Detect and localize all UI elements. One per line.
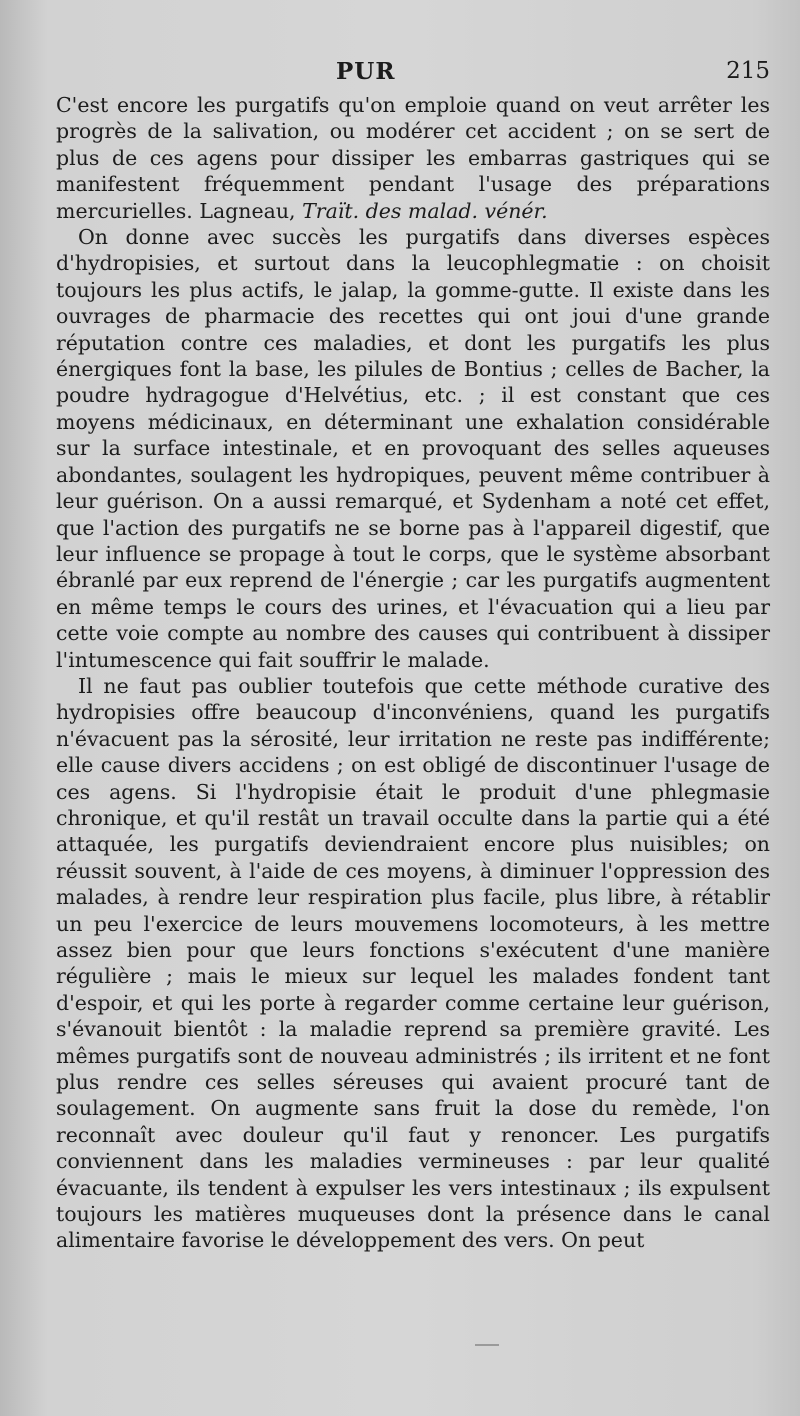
page-number: 215: [726, 58, 770, 84]
body-text: [56, 92, 770, 1254]
citation: Traït. des malad. vénér.: [302, 198, 548, 223]
paragraph-2: On donne avec succès les purgatifs dans diverses espèces d'hydropisies, et surtout dans la leucophlegmatie : on choisit toujours les plus actifs, le jalap, la gomme-gutte. Il existe dans les ouvrages de pharmacie des recettes qui ont joui d'une grande réputation contre ces maladies, et dont les purgatifs les plus énergiques font la base, les pilules de Bontius ; celles de Bacher, la poudre hydragogue d'Helvétius, etc. ; il est constant que ces moyens médicinaux, en déterminant une exhalation considérable sur la surface intestinale, et en provoquant des selles aqueuses abondantes, soulagent les hydropiques, peuvent même contribuer à leur guérison. On a aussi remarqué, et Sydenham a noté cet effet, que l'action des purgatifs ne se borne pas à l'appareil digestif, que leur influence se propage à tout le corps, que le système absorbant ébranlé par eux reprend de l'énergie ; car les purgatifs augmentent en même temps le cours des urines, et l'évacuation qui a lieu par cette voie compte au nombre des causes qui contribuent à dissiper l'intumescence qui fait souffrir le malade.: [56, 225, 770, 672]
running-title: PUR: [336, 58, 396, 85]
paragraph-1: [56, 92, 770, 224]
running-head: [56, 58, 770, 88]
paragraph-3: Il ne faut pas oublier toutefois que cette méthode curative des hydropisies offre beaucoup d'inconvéniens, quand les purgatifs n'évacuent pas la sérosité, leur irritation ne reste pas indifférente; elle cause divers accidens ; on est obligé de discontinuer l'usage de ces agens. Si l'hydropisie était le produit d'une phlegmasie chronique, et qu'il restât un travail occulte dans la partie qui a été attaquée, les purgatifs deviendraient encore plus nuisibles; on réussit souvent, à l'aide de ces moyens, à diminuer l'oppression des malades, à rendre leur respiration plus facile, plus libre, à rétablir un peu l'exercice de leurs mouvemens locomoteurs, à les mettre assez bien pour que leurs fonctions s'exécutent d'une manière régulière ; mais le mieux sur lequel les malades fondent tant d'espoir, et qui les porte à regarder comme certaine leur guérison, s'évanouit bientôt : la maladie reprend sa première gravité. Les mêmes purgatifs sont de nouveau administrés ; ils irritent et ne font plus rendre ces selles séreuses qui avaient procuré tant de soulagement. On augmente sans fruit la dose du remède, l'on reconnaît avec douleur qu'il faut y renoncer. Les purgatifs conviennent dans les maladies vermineuses : par leur qualité évacuante, ils tendent à expulser les vers intestinaux ; ils expulsent toujours les matières muqueuses dont la présence dans le canal alimentaire favorise le développement des vers. On peut: [56, 673, 770, 1253]
paragraph-1-text: C'est encore les purgatifs qu'on emploie quand on veut arrêter les progrès de la salivation, ou modérer cet accident ; on se sert de plus de ces agens pour dissiper les embarras gastriques qui se manifestent fréquemment pendant l'usage des préparations mercurielles. Lagneau,: [56, 93, 770, 223]
ink-smudge: [475, 1344, 499, 1346]
